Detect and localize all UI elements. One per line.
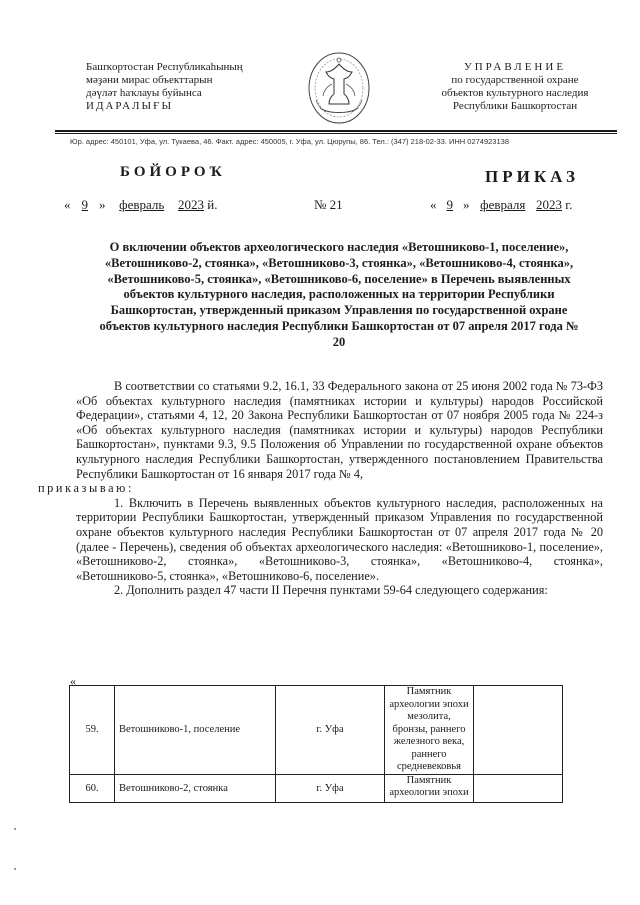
document-body xyxy=(38,379,603,598)
header-right-line4: Республики Башкортостан xyxy=(452,100,578,112)
object-name-cell: Ветошниково-2, стоянка xyxy=(115,774,276,802)
body-paragraph-2: 1. Включить в Перечень выявленных объектов культурного наследия, расположенных на территории Республики Башкортостан, утвержденный приказом Управления по государственной охране объектов культурного наследия Республики Башкортостан от 07 апреля 2017 года № 20 (далее - Перечень), сведения об объектах археологического наследия: «Ветошниково-1, поселение», «Ветошниково-2, стоянка», «Ветошниково-3, стоянка», «Ветошниково-4, стоянка», «Ветошниково-5, стоянка», «Ветошниково-6, поселение». xyxy=(76,495,603,583)
location-cell: г. Уфа xyxy=(276,686,385,775)
extra-cell xyxy=(474,686,563,775)
date-right-month: февраля xyxy=(480,197,526,212)
body-paragraph-3: 2. Дополнить раздел 47 части II Перечня пунктами 59-64 следующего содержания: xyxy=(114,583,548,598)
date-right-day: 9 xyxy=(446,197,453,212)
extra-cell xyxy=(474,774,563,802)
header-right-line1: УПРАВЛЕНИЕ xyxy=(463,61,567,73)
doc-type-russian: ПРИКАЗ xyxy=(485,167,579,186)
scan-speck xyxy=(14,828,16,830)
prikazyvayu-word: приказываю: xyxy=(38,481,134,496)
table-row xyxy=(70,774,563,802)
header-left-line4: ИДАРАЛЫҒЫ xyxy=(86,100,174,112)
body-paragraph-1 xyxy=(38,379,603,496)
row-number-cell: 60. xyxy=(70,774,115,802)
date-left xyxy=(64,197,217,213)
header-left-line2: мәҙәни мирас объекттарын xyxy=(86,74,213,86)
coat-of-arms-emblem xyxy=(304,48,374,128)
date-right-year-suffix: 3 xyxy=(555,197,562,212)
date-right-close-quote: » xyxy=(463,197,470,212)
date-right-year-prefix: 202 xyxy=(536,197,556,212)
header-divider-thin xyxy=(55,133,617,134)
coat-of-arms-icon xyxy=(304,48,374,128)
date-left-month: февраль xyxy=(119,197,165,212)
doc-type-bashkir: БОЙОРОҠ xyxy=(120,164,226,180)
table-open-quote: « xyxy=(70,674,76,688)
scan-speck xyxy=(14,868,16,870)
category-cell: Памятник археологии эпохи мезолита, бронзы, раннего железного века, раннего средневековья xyxy=(385,686,474,775)
table-row xyxy=(70,686,563,775)
header-right-line2: по государственной охране xyxy=(451,74,579,86)
date-left-year-prefix: 202 xyxy=(178,197,198,212)
header-divider-thick xyxy=(55,130,617,132)
date-left-year-suffix: 3 xyxy=(197,197,204,212)
row-number-cell: 59. xyxy=(70,686,115,775)
date-left-year-unit: й. xyxy=(207,197,218,212)
category-cell: Памятник археологии эпохи xyxy=(385,774,474,802)
header-left-line1: Башҡортостан Республикаһының xyxy=(86,61,243,73)
header-right-block xyxy=(420,61,610,113)
address-line: Юр. адрес: 450101, Уфа, ул. Тукаева, 46. Факт. адрес: 450005, г. Уфа, ул. Цюрупы, 86. Тел.: (347) 218-02-33. ИНН 0274923138 xyxy=(70,137,509,146)
header-left-line3: дәүләт һаҡлауы буйынса xyxy=(86,87,202,99)
date-left-day: 9 xyxy=(81,197,88,212)
header-right-line3: объектов культурного наследия xyxy=(441,87,589,99)
order-number: № 21 xyxy=(314,197,343,212)
date-left-open-quote: « xyxy=(64,197,71,212)
date-right-year-unit: г. xyxy=(565,197,573,212)
body-paragraph-1-text: В соответствии со статьями 9.2, 16.1, 33 Федерального закона от 25 июня 2002 года № 73-ФЗ «Об объектах культурного наследия (памятниках истории и культуры) народов Российской Федерации», статьями 4, 12, 20 Закона Республики Башкортостан от 07 ноября 2005 года № 224-з «Об объектах культурного наследия (памятниках истории и культуры) народов Республики Башкортостан», пунктами 9.3, 9.5 Положения об Управлении по государственной охране объектов культурного наследия Республики Башкортостан, утвержденного постановлением Правительства Республики Башкортостан от 16 января 2017 года № 4, xyxy=(76,379,603,481)
document-title: О включении объектов археологического наследия «Ветошниково-1, поселение», «Ветошниково-2, стоянка», «Ветошниково-3, стоянка», «Ветошниково-4, стоянка», «Ветошниково-5, стоянка», «Ветошниково-6, поселение» в Перечень выявленных объектов культурного наследия, расположенных на территории Республики Башкортостан, утвержденный приказом Управления по государственной охране объектов культурного наследия Республики Башкортостан от 07 апреля 2017 года № 20 xyxy=(99,240,579,349)
header-left-block xyxy=(86,61,281,113)
date-right-open-quote: « xyxy=(430,197,437,212)
date-left-close-quote: » xyxy=(99,197,106,212)
object-name-cell: Ветошниково-1, поселение xyxy=(115,686,276,775)
date-right xyxy=(430,197,572,213)
location-cell: г. Уфа xyxy=(276,774,385,802)
objects-table xyxy=(69,685,563,803)
